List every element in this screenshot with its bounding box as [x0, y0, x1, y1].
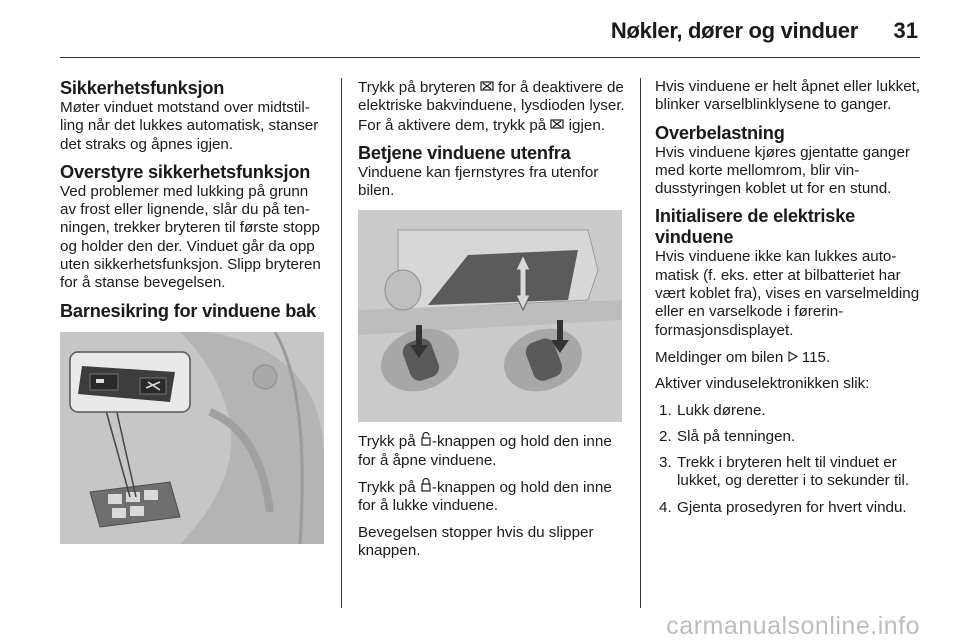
lock-button-icon: [420, 478, 432, 496]
list-item: 4. Gjenta prosedyren for hvert vindu.: [659, 498, 907, 516]
paragraph-overload: Hvis vinduene kjøres gjentatte ganger med korte mellomrom, blir vindusstyringen koblet ut for en stund.: [655, 143, 910, 198]
window-lock-icon: [480, 78, 494, 96]
heading-initialise-windows: Initialisere de elektriske vinduene: [655, 206, 856, 248]
paragraph-override-safety: Ved problemer med lukking på grunn av frost eller lignende, slår du på tenningen, trekker bryteren til første stopp og holder den der. Vinduet går da opp uten sikkerhetsfunksjon. Slipp bryteren for å stanse bevegelsen.: [60, 182, 321, 292]
heading-overload: Overbelastning: [655, 122, 785, 143]
child-lock-text-b: for å deaktivere de elektriske bakvinduene, lysdioden lyser. For å aktivere dem, trykk på: [358, 79, 625, 134]
page-header-title: Nøkler, dører og vinduer: [610, 18, 858, 43]
list-item: 3. Trekk i bryteren helt til vinduet er lukket, og deretter i to sekunder til.: [659, 454, 910, 490]
activation-steps-list: [655, 402, 921, 517]
paragraph-initialise: Hvis vinduene ikke kan lukkes automatisk (f. eks. etter at bilbatteriet har vært koblet fra), vises en varselmelding eller en varselkode i førerinformasjonsdisplayet.: [655, 248, 920, 339]
open-text-a: Trykk på: [358, 433, 420, 451]
paragraph-hazard-blink: Hvis vinduene er helt åpnet eller lukket, blinker varselblinklysene to ganger.: [655, 78, 921, 114]
column-2: [358, 78, 626, 568]
heading-safety-function: Sikkerhetsfunksjon: [60, 78, 225, 98]
list-item: 2. Slå på tenningen.: [659, 427, 796, 445]
child-lock-text-a: Trykk på bryteren: [358, 79, 480, 96]
paragraph-vehicle-messages: [655, 348, 921, 367]
column-3: [655, 78, 921, 525]
paragraph-operate-outside: Vinduene kan fjernstyres fra utenfor bilen.: [358, 163, 599, 200]
heading-child-lock: Barnesikring for vinduene bak: [60, 300, 316, 321]
paragraph-open-windows: [358, 432, 626, 470]
vehicle-messages-page: 115.: [797, 348, 831, 366]
figure-child-lock-switch: [60, 332, 324, 544]
list-item: 1. Lukk dørene.: [659, 401, 766, 419]
vehicle-messages-text: Meldinger om bilen: [655, 348, 788, 366]
paragraph-child-lock-usage: [358, 78, 626, 135]
paragraph-movement-stops: Bevegelsen stopper hvis du slipper knappen.: [358, 523, 594, 559]
remote-key-illustration: [358, 210, 622, 422]
close-text-a: Trykk på: [358, 479, 420, 497]
column-divider-right: [640, 78, 641, 608]
child-lock-text-c: igjen.: [564, 116, 605, 134]
column-1: [60, 78, 328, 544]
column-divider-left: [341, 78, 342, 608]
heading-operate-outside: Betjene vinduene utenfra: [358, 142, 571, 163]
paragraph-activate-intro: Aktiver vinduselektronikken slik:: [655, 375, 870, 393]
paragraph-safety-function: Møter vinduet motstand over midtstilling når det lukkes automatisk, stanser det straks og åpnes igjen.: [60, 99, 319, 153]
heading-override-safety: Overstyre sikkerhetsfunksjon: [60, 161, 311, 182]
page-reference-arrow-icon: [788, 348, 798, 366]
page-number: 31: [893, 18, 918, 43]
header-rule: [60, 57, 920, 58]
window-lock-icon: [550, 116, 564, 134]
close-text-b: -knappen og hold den inne for å lukke vinduene.: [358, 479, 612, 515]
open-text-b: -knappen og hold den inne for å åpne vinduene.: [358, 433, 612, 469]
figure-remote-window: [358, 210, 622, 422]
watermark: carmanualsonline.info: [666, 612, 920, 640]
paragraph-close-windows: [358, 478, 626, 516]
door-panel-illustration: [60, 332, 324, 544]
unlock-button-icon: [420, 432, 432, 450]
